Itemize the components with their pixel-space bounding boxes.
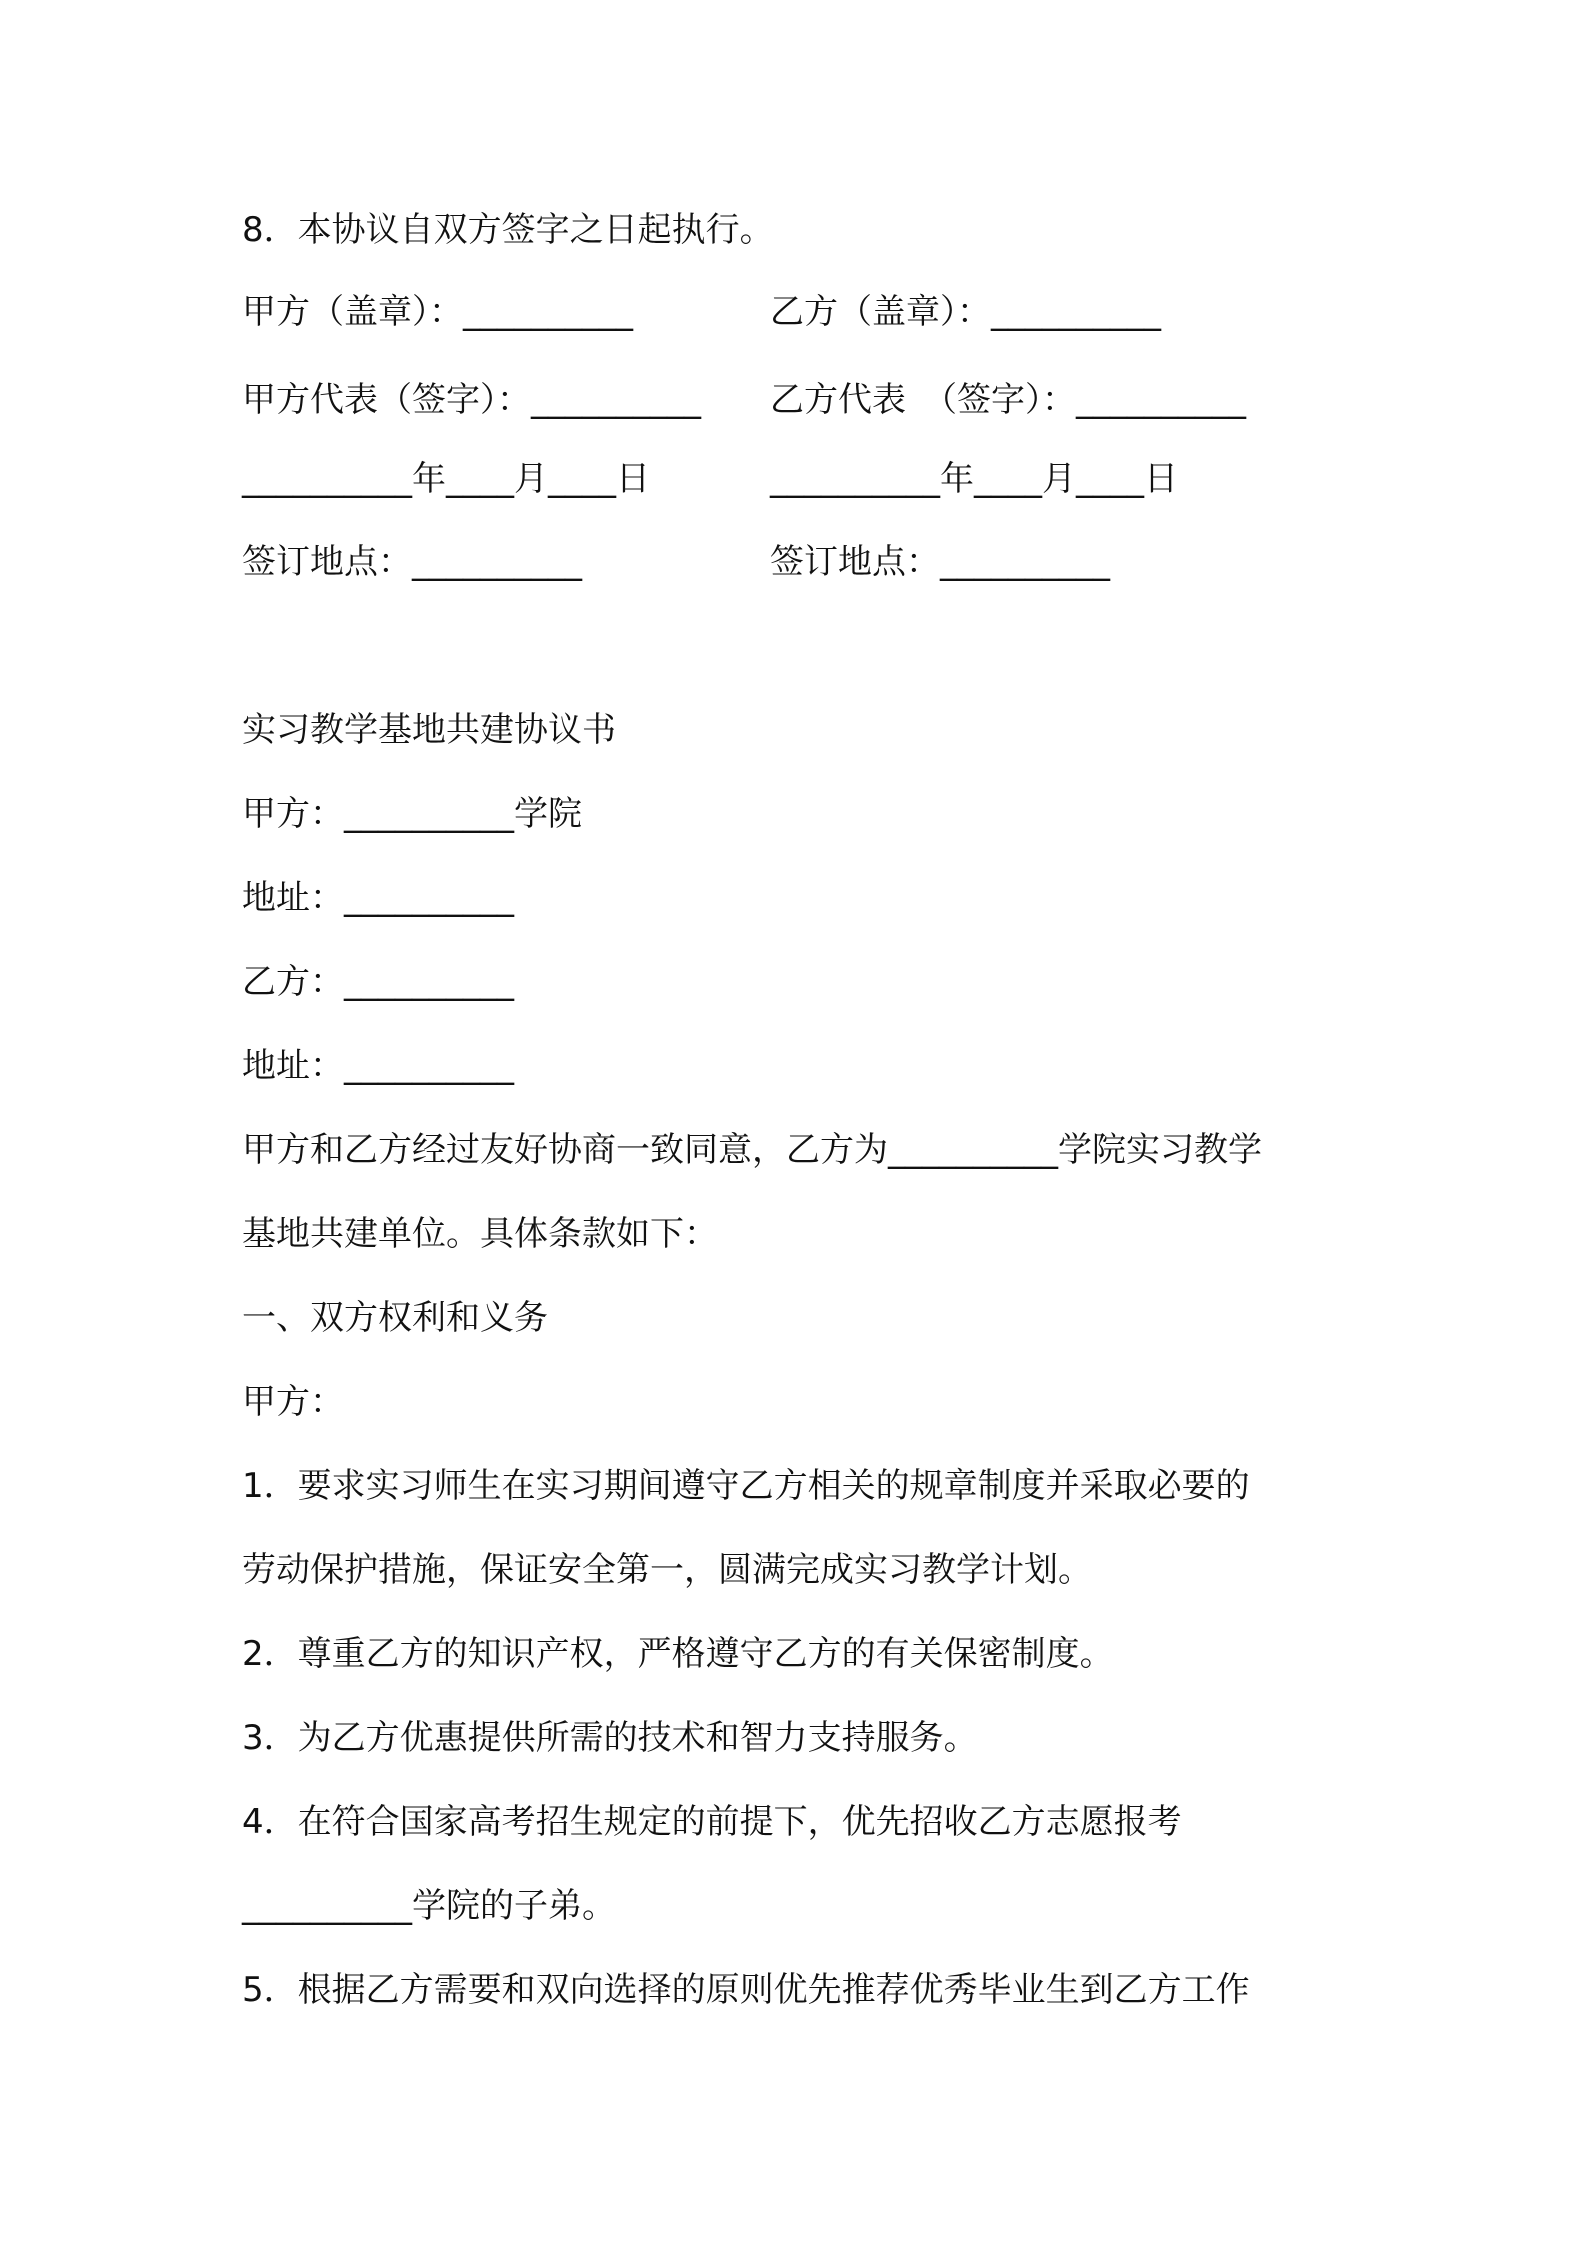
- party-b-address: 地址：__________: [242, 1046, 514, 1086]
- party-a-line: 甲方：__________学院: [242, 794, 582, 834]
- party-a-heading: 甲方：: [242, 1382, 344, 1422]
- item-4-line-2: __________学院的子弟。: [242, 1886, 616, 1926]
- item-5: 5．根据乙方需要和双向选择的原则优先推荐优秀毕业生到乙方工作: [242, 1970, 1250, 2010]
- party-b-line: 乙方：__________: [242, 962, 514, 1002]
- party-b-date: __________年____月____日: [770, 459, 1178, 499]
- intro-paragraph-line-1: 甲方和乙方经过友好协商一致同意，乙方为__________学院实习教学: [242, 1130, 1262, 1170]
- party-b-representative: 乙方代表 （签字）：__________: [770, 380, 1246, 420]
- party-b-signing-place: 签订地点：__________: [770, 542, 1110, 582]
- item-1-line-2: 劳动保护措施，保证安全第一，圆满完成实习教学计划。: [242, 1550, 1092, 1590]
- intro-paragraph-line-2: 基地共建单位。具体条款如下：: [242, 1214, 718, 1254]
- party-a-date: __________年____月____日: [242, 459, 650, 499]
- item-3: 3．为乙方优惠提供所需的技术和智力支持服务。: [242, 1718, 978, 1758]
- party-a-signing-place: 签订地点：__________: [242, 542, 582, 582]
- party-a-address: 地址：__________: [242, 878, 514, 918]
- clause-8: 8．本协议自双方签字之日起执行。: [242, 210, 774, 250]
- section-heading-rights: 一、双方权利和义务: [242, 1298, 548, 1338]
- party-a-seal: 甲方（盖章）：__________: [242, 292, 633, 332]
- party-a-representative: 甲方代表（签字）：__________: [242, 380, 701, 420]
- party-b-seal: 乙方（盖章）：__________: [770, 292, 1161, 332]
- item-4-line-1: 4．在符合国家高考招生规定的前提下，优先招收乙方志愿报考: [242, 1802, 1182, 1842]
- document-title: 实习教学基地共建协议书: [242, 710, 616, 750]
- item-1-line-1: 1．要求实习师生在实习期间遵守乙方相关的规章制度并采取必要的: [242, 1466, 1250, 1506]
- item-2: 2．尊重乙方的知识产权，严格遵守乙方的有关保密制度。: [242, 1634, 1114, 1674]
